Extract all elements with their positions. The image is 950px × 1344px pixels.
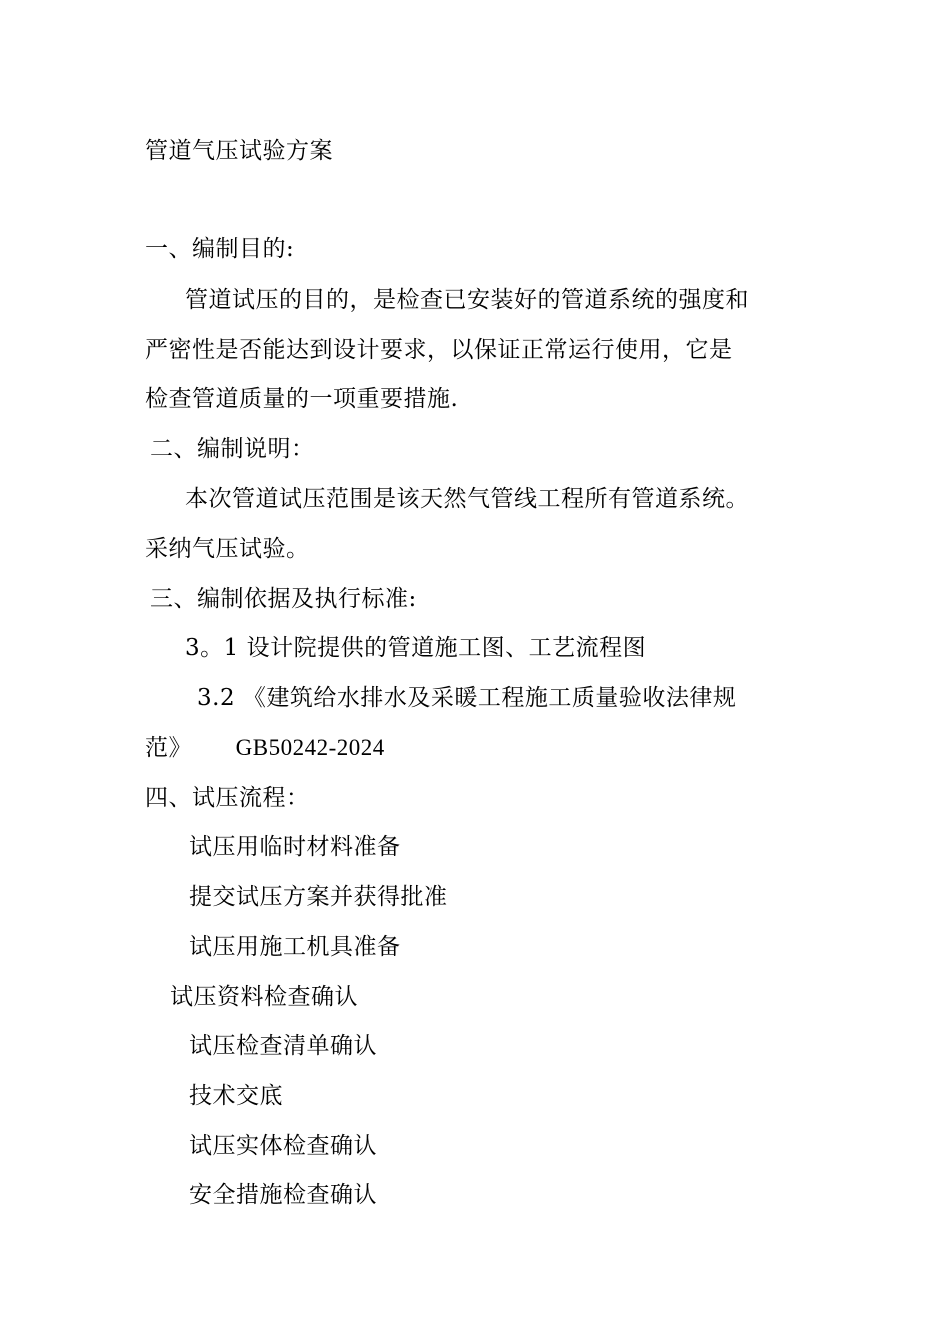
- section-3-item-1: 3。1 设计院提供的管道施工图、工艺流程图: [185, 635, 647, 661]
- section-3-heading: 三、编制依据及执行标准:: [150, 586, 417, 612]
- standard-code: GB50242-2024: [235, 735, 385, 760]
- section-1-heading: 一、编制目的:: [145, 236, 295, 262]
- process-step: 试压用临时材料准备: [189, 834, 401, 860]
- process-step: 试压资料检查确认: [170, 984, 358, 1010]
- section-1-paragraph-line-2: 严密性是否能达到设计要求，以保证正常运行使用，它是: [145, 337, 733, 363]
- standard-name-end: 范》: [145, 735, 192, 761]
- process-step: 试压用施工机具准备: [189, 934, 401, 960]
- process-step: 试压实体检查确认: [189, 1133, 377, 1159]
- section-3-item-2-line-2: [145, 733, 385, 763]
- section-1-paragraph-line-1: 管道试压的目的，是检查已安装好的管道系统的强度和: [185, 287, 749, 313]
- section-4-heading: 四、试压流程：: [145, 785, 310, 811]
- process-step: 试压检查清单确认: [189, 1033, 377, 1059]
- process-step: 技术交底: [189, 1083, 283, 1109]
- process-step: 提交试压方案并获得批准: [189, 884, 448, 910]
- process-step: 安全措施检查确认: [189, 1182, 377, 1208]
- document-title: 管道气压试验方案: [145, 138, 333, 164]
- section-3-item-2-line-1: 3.2 《建筑给水排水及采暖工程施工质量验收法律规: [197, 685, 737, 711]
- section-1-paragraph-line-3: 检查管道质量的一项重要措施.: [145, 386, 459, 412]
- section-2-heading: 二、编制说明：: [150, 436, 315, 462]
- section-2-paragraph-line-1: 本次管道试压范围是该天然气管线工程所有管道系统。: [185, 486, 749, 512]
- section-2-paragraph-line-2: 采纳气压试验。: [145, 536, 310, 562]
